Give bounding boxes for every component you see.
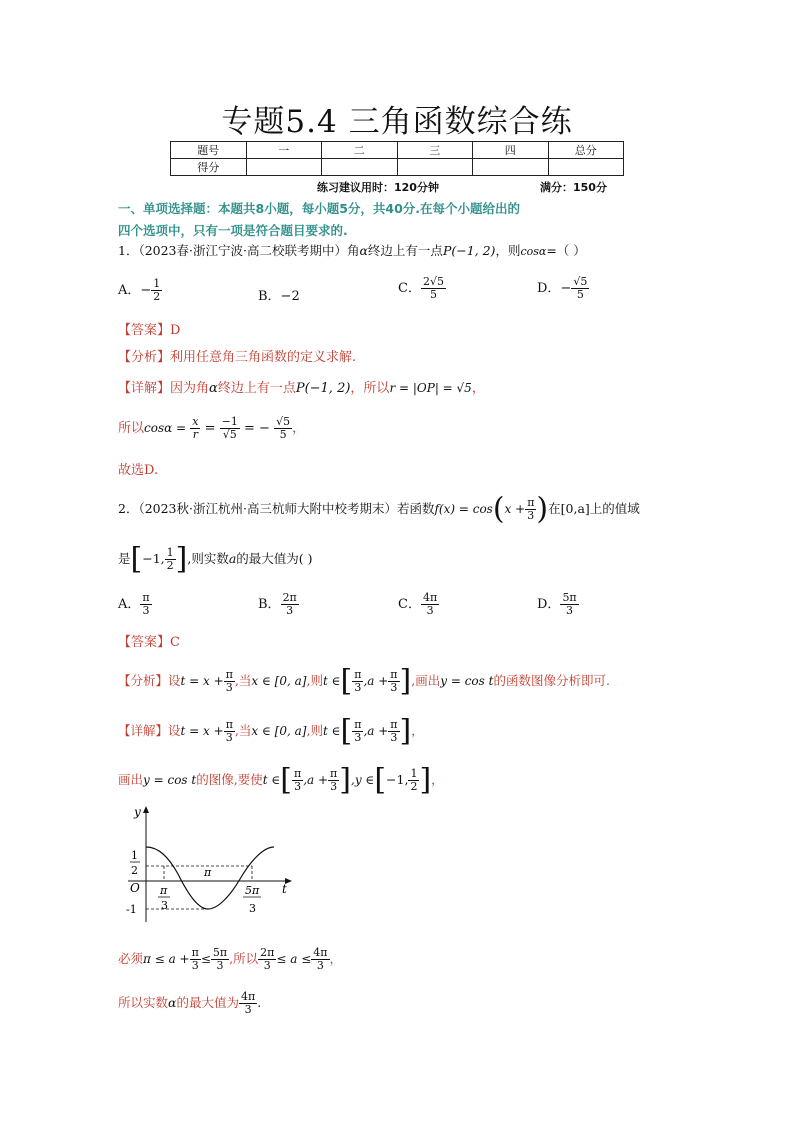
equals: =: [204, 421, 216, 436]
denominator: 5: [576, 288, 584, 301]
answer-tag: 【答案】: [118, 635, 171, 650]
numerator: √5: [573, 275, 588, 288]
function-arg: x +: [504, 502, 526, 516]
page-title: 专题5.4 三角函数综合练: [221, 104, 573, 140]
question-2-stem-line2: 是[−1, $\frac{1}{2}$ ],则实数a的最大值为( ): [118, 541, 313, 577]
y-label: y: [134, 805, 141, 819]
point: P(−1, 2): [295, 381, 351, 396]
detail-text: 必须: [118, 951, 144, 966]
denominator: 5: [429, 288, 437, 301]
q2-detail: 【详解】设t = x + $\frac{\pi}{3}$ ,当x ∈ [0, a],则t ∈[ $\frac{\pi}{3}$ ,a + $\frac{\pi}{3}$ ]，: [118, 713, 424, 749]
option-label: C．: [398, 281, 421, 296]
suggested-time: 练习建议用时：120分钟: [317, 181, 439, 194]
q1-prefix: 1．（2023春·浙江宁波·高二校联考期中）角: [118, 243, 360, 258]
q2-text: 的最大值为( ): [236, 551, 313, 566]
denominator: 3: [390, 681, 398, 694]
option-label: D．: [537, 281, 561, 296]
pi3-num-label: π: [160, 884, 168, 897]
inequality: π ≤ a +: [143, 952, 190, 966]
fraction: [224, 669, 235, 694]
q2-option-d: [537, 592, 579, 617]
pi-label: π: [204, 866, 212, 879]
analysis-text: ,画出: [411, 673, 441, 688]
option-label: A．: [118, 597, 141, 612]
numerator: π: [354, 718, 362, 731]
range-start: −1,: [386, 772, 409, 787]
option-label: B．: [258, 597, 281, 612]
fraction: [388, 669, 399, 694]
fraction: [328, 768, 339, 793]
fraction: [165, 547, 176, 572]
q1-option-c: [398, 276, 446, 301]
interval-end: a +: [307, 773, 329, 787]
five-pi-num-label: 5π: [245, 884, 260, 897]
question-2-stem: 2．（2023秋·浙江杭州·高三杭师大附中校考期末）若函数f(x) = cos(x + $\frac{\pi}{3}$ )在[0,a]上的值域: [118, 491, 640, 527]
detail-text: ，: [471, 381, 485, 396]
detail-text: 所以: [118, 421, 145, 436]
option-sign: −: [560, 281, 572, 296]
fraction: [258, 947, 276, 972]
q1-option-b: B．−2: [258, 289, 300, 304]
denominator: 3: [294, 780, 302, 793]
y-expr: y = cos t: [143, 773, 197, 787]
le: ≤: [200, 952, 211, 966]
detail-text: ,当: [234, 723, 252, 738]
denominator: 3: [390, 731, 398, 744]
table-cell: [548, 159, 624, 176]
q2-must: [118, 947, 342, 972]
numerator: π: [354, 668, 362, 681]
numerator: 1: [166, 546, 174, 559]
half-den-label: 2: [131, 864, 138, 877]
table-cell: [473, 159, 549, 176]
analysis-text: ,当: [234, 673, 252, 688]
table-cell: [397, 159, 473, 176]
denominator: r: [192, 428, 198, 441]
section-heading-line2: 四个选项中，只有一项是符合题目要求的.: [118, 223, 348, 238]
analysis-tag: 【分析】: [118, 350, 171, 365]
denominator: 3: [316, 959, 324, 972]
fraction: [571, 276, 589, 301]
fraction: [151, 278, 162, 303]
score-table: [170, 141, 624, 176]
numerator: π: [225, 668, 233, 681]
numerator: π: [293, 767, 302, 780]
t-in: t ∈: [322, 724, 341, 738]
variable-a: a: [228, 551, 237, 566]
t-expr: t = x +: [180, 674, 224, 688]
table-row: [171, 142, 624, 159]
answer-value: D: [170, 323, 181, 338]
table-cell: [322, 159, 398, 176]
fraction: [311, 947, 329, 972]
detail-text: ，: [329, 951, 343, 966]
q1-choose: 故选D.: [118, 463, 159, 478]
le-a: ≤ a ≤: [276, 952, 312, 966]
table-cell: 得分: [171, 159, 247, 176]
detail-text: 所以实数: [118, 995, 169, 1010]
numerator: 2π: [282, 591, 297, 604]
section-heading-line1: 一、单项选择题：本题共8小题，每小题5分，共40分.在每个小题给出的: [118, 201, 521, 216]
q1-option-a: [118, 278, 162, 303]
numerator: 1: [153, 277, 161, 290]
numerator: 5π: [562, 591, 577, 604]
detail-tag: 【详解】: [118, 723, 169, 738]
detail-text: 的最大值为: [176, 995, 239, 1010]
denominator: √5: [222, 428, 237, 441]
detail-text: ，: [431, 772, 444, 787]
detail-text: 设: [168, 723, 181, 738]
q2-option-c: [398, 592, 439, 617]
interval-end: a +: [367, 724, 389, 738]
y-in: y ∈: [354, 773, 375, 787]
q1-detail: [118, 379, 485, 398]
q1-mid: 终边上有一点: [367, 243, 443, 258]
q1-option-d: [537, 276, 589, 301]
fraction: [352, 669, 363, 694]
radius-expr: r = |OP| = √5: [389, 381, 472, 395]
denominator: 3: [225, 681, 233, 694]
fraction: [352, 719, 363, 744]
denominator: 5: [279, 428, 287, 441]
numerator: π: [527, 496, 535, 509]
alpha-symbol: α: [359, 243, 368, 258]
t-in: t ∈: [322, 674, 341, 688]
fraction: [140, 592, 151, 617]
detail-text: 画出: [118, 772, 144, 787]
fraction: [292, 768, 303, 793]
numerator: 5π: [212, 946, 228, 959]
option-sign: −: [140, 283, 152, 298]
q2-option-b: [258, 592, 299, 617]
q2-prefix: 2．（2023秋·浙江杭州·高三杭师大附中校考期末）若函数: [118, 501, 435, 516]
detail-tag: 【详解】: [118, 381, 171, 396]
detail-text: 终边上有一点: [217, 381, 296, 396]
q2-text: ,则实数: [187, 551, 229, 566]
alpha-symbol: α: [209, 381, 218, 396]
denominator: 2: [153, 290, 161, 303]
fraction: [421, 592, 439, 617]
fraction: [408, 768, 419, 793]
q1-analysis: [118, 349, 356, 367]
denominator: 3: [244, 1003, 252, 1016]
function-expr: f(x) = cos: [434, 502, 493, 516]
option-label: D．: [537, 597, 561, 612]
numerator: −1: [221, 415, 238, 428]
q2-text: 是: [118, 551, 131, 566]
table-cell: 一: [246, 142, 322, 159]
denominator: 3: [225, 731, 233, 744]
cosine-graph: [118, 804, 298, 924]
denominator: 3: [566, 604, 574, 617]
q2-analysis: 【分析】设t = x + $\frac{\pi}{3}$ ,当x ∈ [0, a],则t ∈[ $\frac{\pi}{3}$ ,a + $\frac{\pi}{3}$ ],画出y = cos t的函数图像分析即可.: [118, 663, 610, 699]
option-label: C．: [398, 597, 421, 612]
fraction: [239, 991, 257, 1016]
table-cell: 四: [473, 142, 549, 159]
fraction: [421, 276, 446, 301]
numerator: 2√5: [422, 275, 444, 288]
neg-one-label: -1: [126, 903, 137, 916]
numerator: 4π: [313, 946, 328, 959]
fraction: [560, 592, 578, 617]
detail-text: ，所以: [350, 381, 390, 396]
numerator: 4π: [240, 990, 256, 1003]
t-label: t: [282, 882, 287, 896]
denominator: 2: [410, 780, 418, 793]
separator: ,: [351, 773, 355, 787]
analysis-text: ,则: [306, 673, 323, 688]
q1-computation: [118, 416, 305, 441]
q1-point: P(−1, 2): [442, 243, 496, 258]
cos-expr: cosα =: [144, 421, 187, 435]
detail-text: 因为角: [170, 381, 210, 396]
fraction: [220, 416, 240, 441]
table-cell: 二: [322, 142, 398, 159]
denominator: 3: [527, 509, 535, 522]
denominator: 2: [166, 559, 174, 572]
detail-text: .: [257, 995, 262, 1010]
one-label: 1: [131, 849, 138, 862]
denominator: 3: [142, 604, 150, 617]
analysis-tag: 【分析】: [118, 673, 169, 688]
numerator: 4π: [422, 591, 438, 604]
numerator: π: [191, 946, 199, 959]
q1-cos: cosα: [520, 245, 547, 258]
analysis-text: 设: [168, 673, 181, 688]
numerator: 2π: [260, 946, 275, 959]
denominator: 3: [354, 681, 362, 694]
fraction: [211, 947, 229, 972]
q1-eq: =（ ）: [546, 243, 586, 258]
denominator: 3: [354, 731, 362, 744]
fraction: [224, 719, 235, 744]
origin-label: O: [130, 881, 140, 895]
equals: = −: [244, 421, 270, 436]
y-expr: y = cos t: [440, 674, 494, 688]
detail-text: ,所以: [229, 951, 259, 966]
fraction: [190, 416, 200, 441]
full-score: 满分：150分: [540, 181, 607, 194]
analysis-text: 的函数图像分析即可.: [493, 673, 610, 688]
interval-end: a +: [367, 674, 389, 688]
table-cell: 三: [397, 142, 473, 159]
range-start: −1,: [142, 551, 165, 566]
answer-value: C: [170, 635, 180, 650]
denominator: 3: [216, 959, 224, 972]
x-domain: x ∈ [0, a]: [251, 724, 307, 738]
option-label: A．: [118, 283, 141, 298]
numerator: π: [225, 718, 233, 731]
table-cell: 总分: [548, 142, 624, 159]
table-row: [171, 159, 624, 176]
denominator: 3: [191, 959, 199, 972]
q2-answer: [118, 634, 180, 652]
table-cell: [246, 159, 322, 176]
fraction: [190, 947, 201, 972]
q1-answer: [118, 322, 180, 340]
denominator: 3: [330, 780, 338, 793]
denominator: 3: [286, 604, 294, 617]
detail-text: ，: [292, 421, 306, 436]
fraction: [388, 719, 399, 744]
table-cell: 题号: [171, 142, 247, 159]
numerator: √5: [276, 415, 291, 428]
x-domain: x ∈ [0, a]: [251, 674, 307, 688]
numerator: π: [142, 591, 150, 604]
alpha-symbol: α: [168, 995, 177, 1010]
detail-text: ,则: [306, 723, 323, 738]
denominator: 3: [426, 604, 434, 617]
numerator: π: [390, 718, 398, 731]
detail-text: ，: [411, 723, 424, 738]
q1-then: ，则: [495, 243, 521, 258]
q2-domain: 在[0,a]上的值域: [548, 501, 640, 516]
y-axis-arrow: [143, 806, 149, 813]
numerator: x: [192, 415, 199, 428]
pi3-den-label: 3: [161, 899, 168, 912]
q2-option-a: [118, 592, 152, 617]
question-1-stem: [118, 242, 586, 261]
t-in: t ∈: [262, 773, 281, 787]
answer-tag: 【答案】: [118, 323, 171, 338]
fraction: [274, 416, 292, 441]
q2-draw: 画出y = cos t的图像,要使t ∈[ $\frac{\pi}{3}$ ,a + $\frac{\pi}{3}$ ],y ∈[−1, $\frac{1}{2}$ ]，: [118, 762, 444, 798]
fraction: [281, 592, 299, 617]
detail-text: 的图像,要使: [196, 772, 263, 787]
denominator: 3: [263, 959, 271, 972]
fraction: [525, 497, 536, 522]
t-expr: t = x +: [180, 724, 224, 738]
analysis-text: 利用任意角三角函数的定义求解.: [170, 350, 357, 365]
numerator: π: [390, 668, 398, 681]
q2-final: [118, 991, 261, 1016]
five-pi-den-label: 3: [249, 902, 256, 915]
numerator: π: [330, 767, 338, 780]
numerator: 1: [410, 767, 418, 780]
